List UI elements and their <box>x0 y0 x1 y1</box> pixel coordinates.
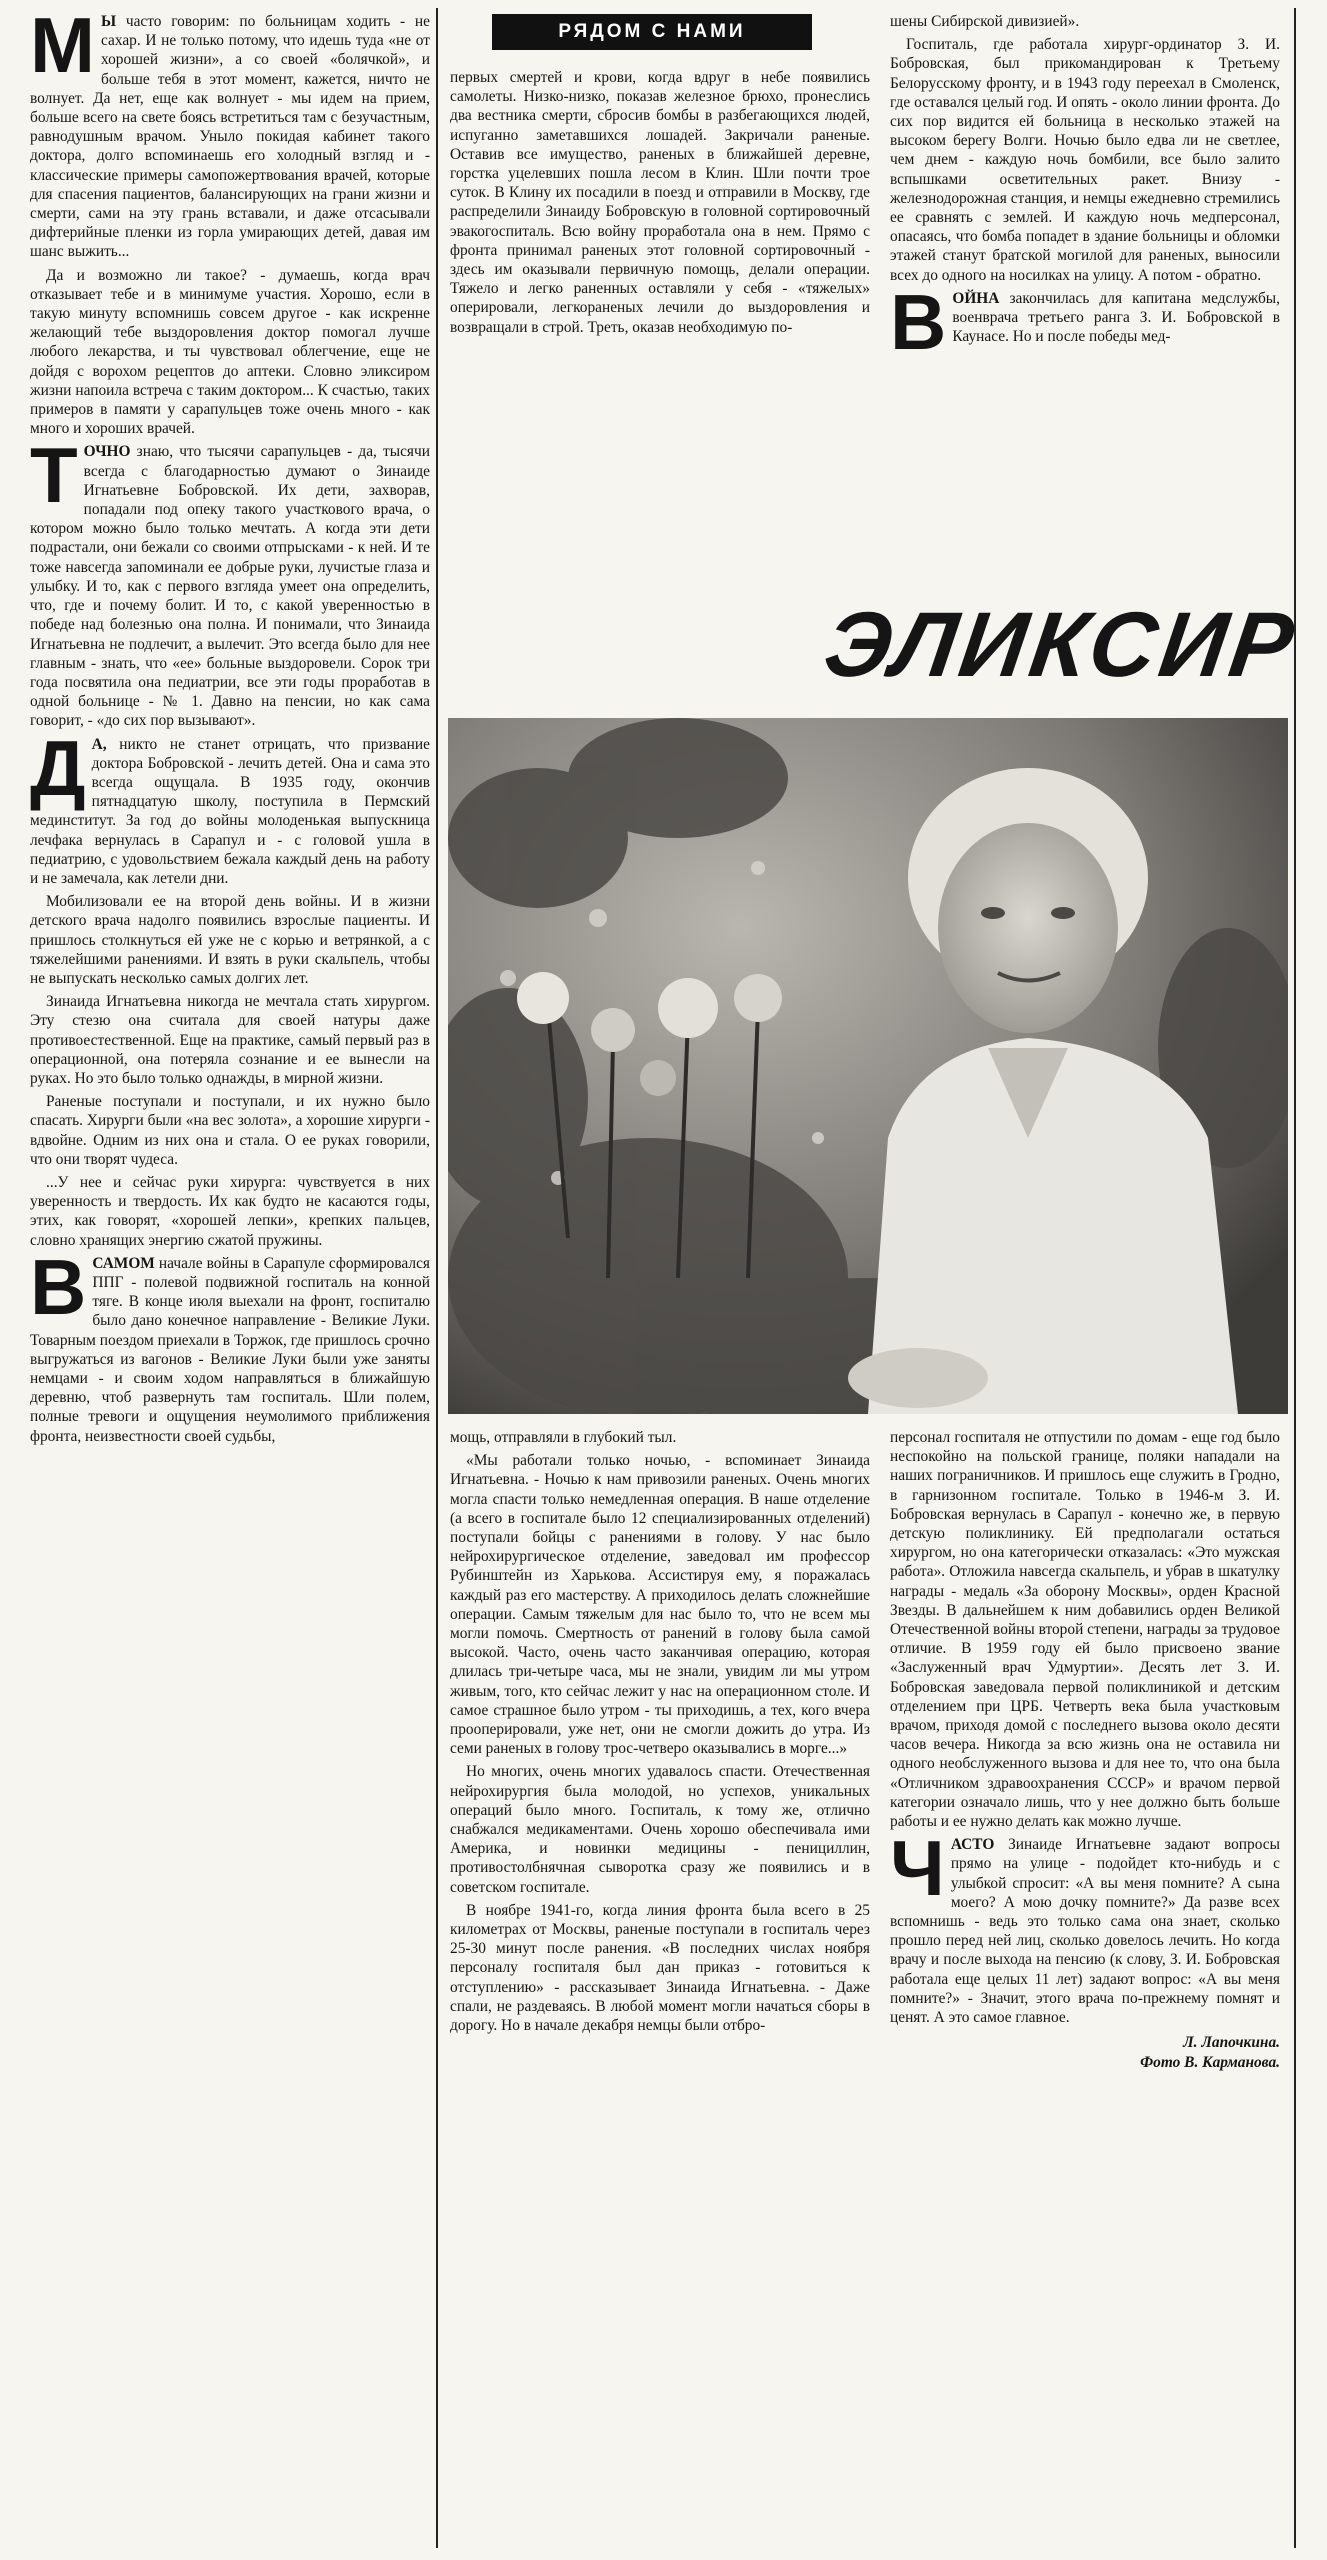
portrait-photo-image <box>448 718 1288 1414</box>
paragraph: первых смертей и крови, когда вдруг в небе появились самолеты. Низко-низко, показав железное брюхо, пронеслись два вестника смерти, сбросив бомбы в разбегающихся людей, испуганно заметавшихся лошадей. Закричали раненые. Оставив все имущество, раненых в ближайшей деревне, горстка уцелевших пошла лесом в Клин. Шли почти трое суток. В Клину их посадили в поезд и отправили в Москву, где распределили Зинаиду Бобровскую в головной сортировочный эвакогоспиталь. Всю войну проработала она в нем. Прямо с фронта принимал раненых этот головной сортировочный - здесь им оказывали первичную помощь, делали операции. Тяжело и легко раненных оставляли у себя - «тяжелых» оперировали, легкораненых лечили до выздоровления и возвращали в строй. Треть, оказав необходимую по- <box>450 69 870 336</box>
article-column-3-continued <box>890 1428 1280 2073</box>
drop-cap: Д <box>30 723 86 812</box>
article-column-1 <box>30 1 430 1450</box>
column-divider <box>436 8 438 2548</box>
paragraph: Мобилизовали ее на второй день войны. И в жизни детского врача надолго появились взрослые пациенты. И пришлось столкнуться ей уже не с корью и ветрянкой, а с тяжелейшими ранениями. И взять в руки скальпель, чтобы не выпускать несколько самых долгих лет. <box>30 893 430 987</box>
drop-cap: В <box>890 277 947 366</box>
paragraph: мощь, отправляли в глубокий тыл. <box>450 1429 677 1446</box>
paragraph: Госпиталь, где работала хирург-ординатор З. И. Бобровская, был прикомандирован к Третьему Белорусскому фронту, и в 1943 году переехал в Смоленск, где оставался целый год. И опять - около линии фронта. До сих пор видится ей больница в несколько этажей на высоком берегу Волги. Ночью было едва ли не светлее, чем днем - каждую ночь бомбили, все было залито вспышками осветительных ракет. Внизу - железнодорожная станция, и немцы ежедневно стремились ее сравнять с землей. И каждую ночь медперсонал, опасаясь, что бомба попадет в здание больницы и обломки этажей станут братской могилой для раненых, выносили всех до одного на носилках на улицу. А потом - обратно. <box>890 36 1280 284</box>
article-column-2-continued <box>450 1428 870 2039</box>
paragraph: Да и возможно ли такое? - думаешь, когда врач отказывает тебе и в минимуме участия. Хорошо, если в такую минуту вспомнишь совсем другое - как искренне желающий тебе выздоровления доктор помогал лучше любого лекарства, и ты чувствовал облегчение, еще не дойдя с ворохом рецептов до аптеки. Словно эликсиром жизни напоила встреча с таким доктором... К счастью, таких примеров в памяти у сарапульцев тоже очень много - как много и хороших врачей. <box>30 266 430 438</box>
paragraph: ДА, никто не станет отрицать, что призвание доктора Бобровской - лечить детей. Она и сама это всегда ощущала. В 1935 году, окончив пятнадцатую школу, поступила в Пермский мединститут. За год до войны молоденькая выпускница лечфака вернулась в Сарапул и - с головой ушла в педиатрию, с удовольствием бежала каждый день на работу и не замечала, как летели дни. <box>30 723 430 887</box>
paragraph: Раненые поступали и поступали, и их нужно было спасать. Хирурги были «на вес золота», а хорошие хирурги - вдвойне. Одним из них она и стала. О ее руках говорили, что они творят чудеса. <box>30 1093 430 1168</box>
paragraph: МЫ часто говорим: по больницам ходить - не сахар. И не только потому, что идешь туда «не от хорошей жизни», а со своей «болячкой», и больше тебя в этот момент, кажется, ничто не волнует. Да нет, еще как волнует - мы идем на прием, больше всего на свете боясь встретиться там с безучастным, равнодушным врачом. Уныло покидая кабинет такого доктора, долго вспоминаешь его холодный взгляд и - классические примеры самопожертвования врачей, которые для спасения пациентов, балансирующих на грани жизни и смерти, сами на эту грань вставали, и даже отсасывали дифтерийные пленки из горла умирающих детей, давая им шанс выжить... <box>30 1 430 261</box>
article-column-2 <box>450 68 870 341</box>
byline <box>890 2033 1280 2073</box>
paragraph: ...У нее и сейчас руки хирурга: чувствуется в них уверенность и твердость. Их как будто не касаются годы, этих, как говорят, «хорошей лепки», крепких пальцев, словно хранящих энергию сжатой пружины. <box>30 1173 430 1249</box>
author-name: Л. Лапочкина. <box>1183 2034 1280 2052</box>
paragraph: персонал госпиталя не отпустили по домам - еще год было неспокойно на польской границе, поляки нападали на наших пограничников. И пришлось еще служить в Гродно, в гарнизонном госпитале. Только в 1946-м З. И. Бобровская вернулась в Сарапул - конечно же, в первую детскую поликлинику. Ей предполагали остаться хирургом, но она категорически отказалась: «Это мужская работа». Отложила навсегда скальпель, и убрав в шкатулку награды - медаль «За оборону Москвы», орден Красной Звезды. В дальнейшем к ним добавились орден Великой Отечественной войны второй степени, награды за трудовое отличие. В 1959 году ей было присвоено звание «Заслуженный врач Удмуртии». Десять лет З. И. Бобровская заведовала первой поликлиникой и детским отделением при ЦРБ. Четверть века была участковым врачом, приходя домой с последнего вызова около десяти часов вечера. Никогда за всю жизнь она не оставила ни одного необслуженного вызова и для нее то, что она была «Отличником здравоохранения СССР» и врачом первой категории означало лишь, что у нее должно быть больше работы и ее нужно делать как можно лучше. <box>890 1429 1280 1831</box>
drop-cap: В <box>30 1242 87 1331</box>
paragraph: ЧАСТО Зинаиде Игнатьевне задают вопросы прямо на улице - подойдет кто-нибудь и с улыбкой спросит: «А вы меня помните? А сына моего? А мою дочку помните?» Да разве всех вспомнишь - ведь это только сама она знает, сколько прошло перед ней лиц, сколько довелось лечить. Но когда врачу и после выхода на пенсию (к слову, З. И. Бобровская работала еще целых 11 лет) задают вопрос: «А вы меня помните?» - Значит, этого врача по-прежнему помнят и ценят. А это самое главное. <box>890 1824 1280 2027</box>
paragraph: шены Сибирской дивизией». <box>890 13 1080 30</box>
photo-credit: Фото В. Карманова. <box>1140 2054 1280 2072</box>
drop-cap: Ч <box>890 1824 945 1913</box>
paragraph: «Мы работали только ночью, - вспоминает Зинаида Игнатьевна. - Ночью к нам привозили раненых. Очень многих могла спасти только немедленная операция. В наше отделение (а всего в госпитале было 12 специализированных отделений) поступали бойцы с ранениями в голову. У нас было нейрохирургическое отделение, заведовал им профессор Рубинштейн из Харькова. Ассистируя ему, я поражалась каждый раз его мастерству. А приходилось делать сложнейшие операции. Самым тяжелым для нас было то, что не всем мы могли помочь. Смертность от ранений в голову была самой высокой. Часто, очень часто заканчивая операцию, которая длилась три-четыре часа, мы не знали, увидим ли мы утром живым, того, кто сейчас лежит у нас на операционном столе. И самое страшное было утром - ты приходишь, а тех, кого вчера прооперировали, уже нет, они не смогли дожить до утра. Из семи раненых в голову трос-четверо оказывались в морге...» <box>450 1452 870 1758</box>
article-headline: ЭЛИКСИР <box>818 594 1304 696</box>
drop-cap: М <box>30 1 95 89</box>
portrait-photo <box>448 718 1288 1414</box>
newspaper-page <box>18 1 1304 2548</box>
paragraph: Но многих, очень многих удавалось спасти. Отечественная нейрохирургия была молодой, но успехов, уникальных операций было много. Госпиталь, к тому же, отлично снабжался медикаментами. Очень хорошо обеспечивала ими Америка, и новинки медицины - пенициллин, противостолбнячная сыворотка сразу же появились и в советском госпитале. <box>450 1763 870 1896</box>
paragraph: Зинаида Игнатьевна никогда не мечтала стать хирургом. Эту стезю она считала для своей натуры даже противоестественной. Еще на практике, самый первый раз в операционной, она потеряла сознание и ее вынесли на руках. Но это было только однажды, в мирной жизни. <box>30 993 430 1087</box>
page-edge-rule <box>1294 8 1296 2548</box>
paragraph: В ноябре 1941-го, когда линия фронта была всего в 25 километрах от Москвы, раненые поступали в госпиталь через 25-30 минут после ранения. «В последних числах ноября персоналу госпиталя был дан приказ - готовиться к отступлению» - рассказывает Зинаида Игнатьевна. - Даже спали, не раздеваясь. В любой момент могли начаться сборы в дорогу. Но в начале декабря немцы были отбро- <box>450 1901 870 2035</box>
article-column-3 <box>890 12 1280 366</box>
paragraph: ВОЙНА закончилась для капитана медслужбы, военврача третьего ранга З. И. Бобровской в Каунасе. Но и после победы мед- <box>890 277 1280 366</box>
drop-cap: Т <box>30 431 78 520</box>
paragraph: ВСАМОМ начале войны в Сарапуле сформировался ППГ - полевой подвижной госпиталь на конной тяге. В конце июля выехали на фронт, госпиталю было дано конечное направление - Великие Луки. Товарным поездом приехали в Торжок, где пришлось срочно выгружаться из вагонов - Великие Луки были уже заняты немцами - и своим ходом направляться в ближайшую деревню, чтоб развернуть там госпиталь. Шли полем, полные тревоги и ощущения неумолимого приближения фронта, неизвестности своей судьбы, <box>30 1242 430 1445</box>
section-rubric: РЯДОМ С НАМИ <box>492 14 812 50</box>
paragraph: ТОЧНО знаю, что тысячи сарапульцев - да, тысячи всегда с благодарностью думают о Зинаиде Игнатьевне Бобровской. Их дети, захворав, попадали под опеку такого участкового врача, о котором можно было только мечтать. А когда эти дети подрастали, они бежали со своими отпрысками - к ней. И те тоже навсегда запоминали ее добрые руки, лучистые глаза и улыбку. И то, как с первого взгляда умеет она определить, что, где и почему болит. И то, с какой уверенностью в победе над болезнью она полна. И понимали, что Зинаида Игнатьевна не подлечит, а вылечит. Это всегда было для нее главным - знать, что «ее» больные выздоровели. Сорок три года посвятила она педиатрии, все эти годы проработав в одной больнице - № 1. Давно на пенсии, но как сама говорит, - «до сих пор вызывают». <box>30 431 430 730</box>
